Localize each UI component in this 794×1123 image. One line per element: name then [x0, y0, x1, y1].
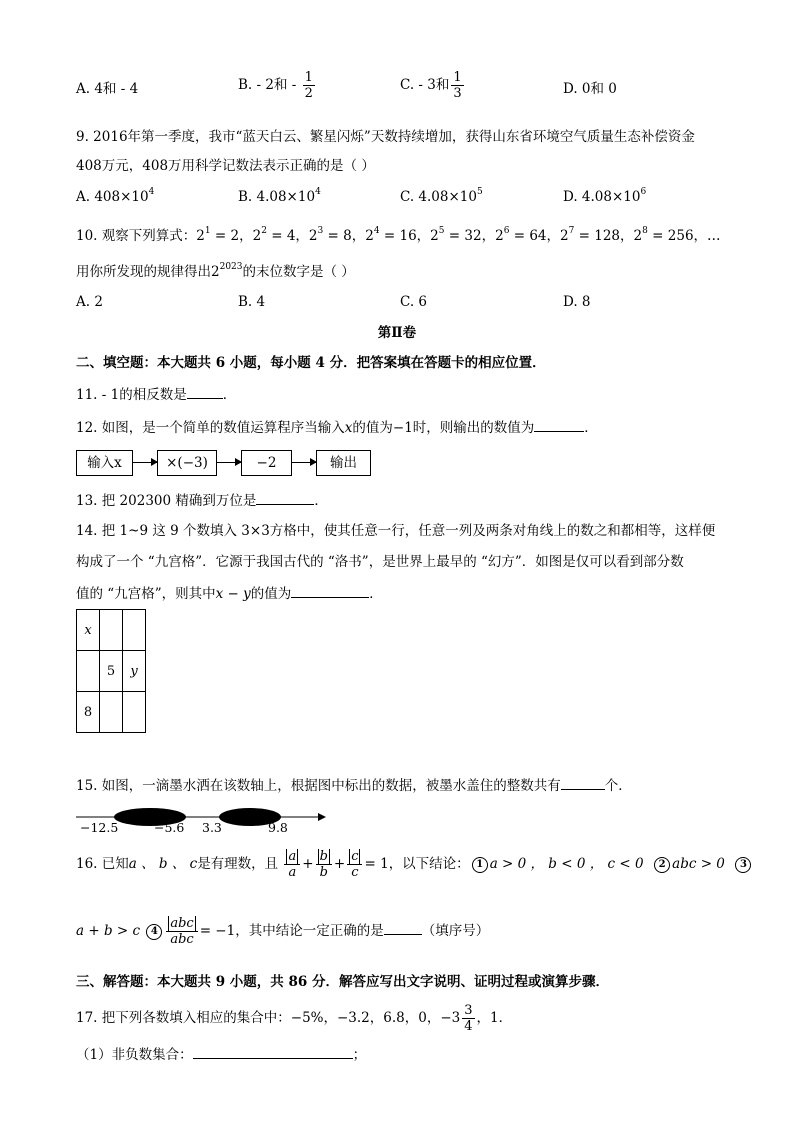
part3-heading: 三、解答题：本大题共 9 小题，共 86 分．解答应写出文字说明、证明过程或演算步骤． — [76, 974, 609, 990]
q10-option-a: A. 2 — [76, 294, 103, 310]
answer-blank — [384, 921, 422, 935]
flow-arrow — [216, 462, 241, 463]
q15-stem: 15. 如图，一滴墨水洒在该数轴上，根据图中标出的数据，被墨水盖住的整数共有 个． — [76, 778, 632, 794]
answer-blank — [193, 1045, 353, 1059]
q16-stem-line1: 16. 已知a 、 b 、 c是有理数，且 $\frac{a}{a}$ + $\frac{b}{b}$ + $\frac{c}{c}$ = 1，以下结论： 1 a > 0 ， b < 0 ， c < 0 2 abc > 0 3 — [76, 849, 753, 880]
circled-number-1: 1 — [472, 857, 488, 873]
answer-blank — [256, 491, 314, 505]
fraction: $\frac{3}{4}$ — [464, 1003, 473, 1034]
fraction: $\frac{b}{b}$ — [316, 849, 332, 880]
grid-cell: x — [77, 610, 100, 651]
axis-label: 3.3 — [202, 820, 222, 835]
q10-stem-line2: 用你所发现的规律得出$2^{2023}$的末位数字是（ ） — [76, 262, 355, 280]
power-term: $2^3 = 8$， — [308, 226, 366, 244]
power-term: $2^6 = 64$， — [495, 226, 561, 244]
circled-number-4: 4 — [146, 924, 162, 940]
q10-option-b: B. 4 — [238, 294, 266, 310]
grid-cell: 5 — [100, 651, 123, 692]
q9-option-b: B. $4.08\times 10^4$ — [238, 187, 321, 205]
flow-arrow — [132, 462, 157, 463]
q9-option-d: D. $4.08\times 10^6$ — [563, 187, 647, 205]
flow-box-subtract: −2 — [241, 450, 292, 476]
power-term: $2^4 = 16$， — [365, 226, 431, 244]
grid-cell — [123, 692, 146, 733]
answer-blank — [534, 418, 584, 432]
q14-stem-line2: 构成了一个 “九宫格”．它源于我国古代的 “洛书”，是世界上最早的 “幻方”．如图是仅可以看到部分数 — [76, 554, 684, 570]
q11-stem: 11. - 1的相反数是 ． — [76, 387, 237, 403]
q12-stem: 12. 如图，是一个简单的数值运算程序当输入x的值为−1时，则输出的数值为 ． — [76, 420, 598, 436]
power-term: $2^1 = 2$， — [196, 226, 253, 244]
q9-option-a: A. $408\times 10^4$ — [76, 187, 155, 205]
fraction: $\frac{1}{2}$ — [304, 70, 313, 101]
circled-number-3: 3 — [735, 857, 751, 873]
q8-option-c: C. - 3和 $\frac{1}{3}$ — [400, 70, 462, 101]
power-term: $2^2 = 4$， — [252, 226, 309, 244]
q16-stem-line2: a + b > c 4 $\frac{\text{abc}}{\text{abc}}$ = −1，其中结论一定正确的是 （填序号） — [76, 916, 490, 947]
axis-label: −12.5 — [80, 820, 119, 835]
q10-stem-line1: 10. 观察下列算式：$2^1 = 2$，$2^2 = 4$，$2^3 = 8$，$2^4 = 16$，$2^5 = 32$，$2^6 = 64$，$2^7 = 128$，$2^8 = 256$，… — [76, 226, 721, 244]
q9-stem-line2: 408万元，408万用科学记数法表示正确的是（ ） — [76, 158, 375, 174]
flow-box-multiply: ×(−3) — [157, 450, 217, 476]
q8-option-d: D. 0和 0 — [563, 81, 617, 97]
axis-label: −5.6 — [154, 820, 185, 835]
power-term: $2^5 = 32$， — [430, 226, 496, 244]
q8-option-a: A. 4和 - 4 — [76, 81, 139, 97]
q9-option-c: C. $4.08\times 10^5$ — [400, 187, 483, 205]
q9-stem-line1: 9. 2016年第一季度，我市“蓝天白云、繁星闪烁”天数持续增加，获得山东省环境空气质量生态补偿资金 — [76, 129, 695, 145]
grid-cell — [77, 651, 100, 692]
grid-cell: 8 — [77, 692, 100, 733]
q13-stem: 13. 把 202300 精确到万位是 ． — [76, 493, 328, 509]
fraction: $\frac{\text{abc}}{\text{abc}}$ — [166, 916, 197, 947]
q17-item1: （1）非负数集合： ； — [76, 1047, 367, 1063]
flow-box-input: 输入x — [76, 450, 133, 476]
fraction: $\frac{a}{a}$ — [284, 849, 300, 880]
grid-cell: y — [123, 651, 146, 692]
number-line-figure — [70, 800, 340, 840]
circled-number-2: 2 — [654, 857, 670, 873]
flow-box-output: 输出 — [316, 450, 371, 476]
q17-stem: 17. 把下列各数填入相应的集合中：−5%，−3.2，6.8，0，−3 $\frac{3}{4}$ ，1． — [76, 1003, 513, 1034]
answer-blank — [561, 776, 605, 790]
q10-power-sequence — [196, 228, 707, 244]
flow-arrow — [291, 462, 316, 463]
axis-label: 9.8 — [268, 820, 288, 835]
grid-cell — [123, 610, 146, 651]
grid-cell — [100, 692, 123, 733]
part2-heading: 二、填空题：本大题共 6 小题，每小题 4 分．把答案填在答题卡的相应位置． — [76, 355, 546, 371]
axis-arrow-icon — [318, 813, 326, 821]
answer-blank — [291, 584, 369, 598]
q8-option-b: B. - 2和 - $\frac{1}{2}$ — [238, 70, 313, 101]
section-title: 第Ⅱ卷 — [377, 325, 417, 341]
power-term: $2^7 = 128$， — [560, 226, 634, 244]
magic-square-grid — [76, 609, 146, 733]
fraction: $\frac{1}{3}$ — [453, 70, 462, 101]
q10-option-c: C. 6 — [400, 294, 428, 310]
fraction: $\frac{c}{c}$ — [347, 849, 362, 880]
answer-blank — [187, 385, 223, 399]
power-term: $2^8 = 256$， — [633, 226, 708, 244]
grid-cell — [100, 610, 123, 651]
q14-stem-line1: 14. 把 1~9 这 9 个数填入 3×3方格中，使其任意一行，任意一列及两条对角线上的数之和都相等，这样便 — [76, 523, 716, 539]
q10-option-d: D. 8 — [563, 294, 591, 310]
q14-stem-line3: 值的 “九宫格”，则其中x − y的值为 ． — [76, 586, 383, 602]
